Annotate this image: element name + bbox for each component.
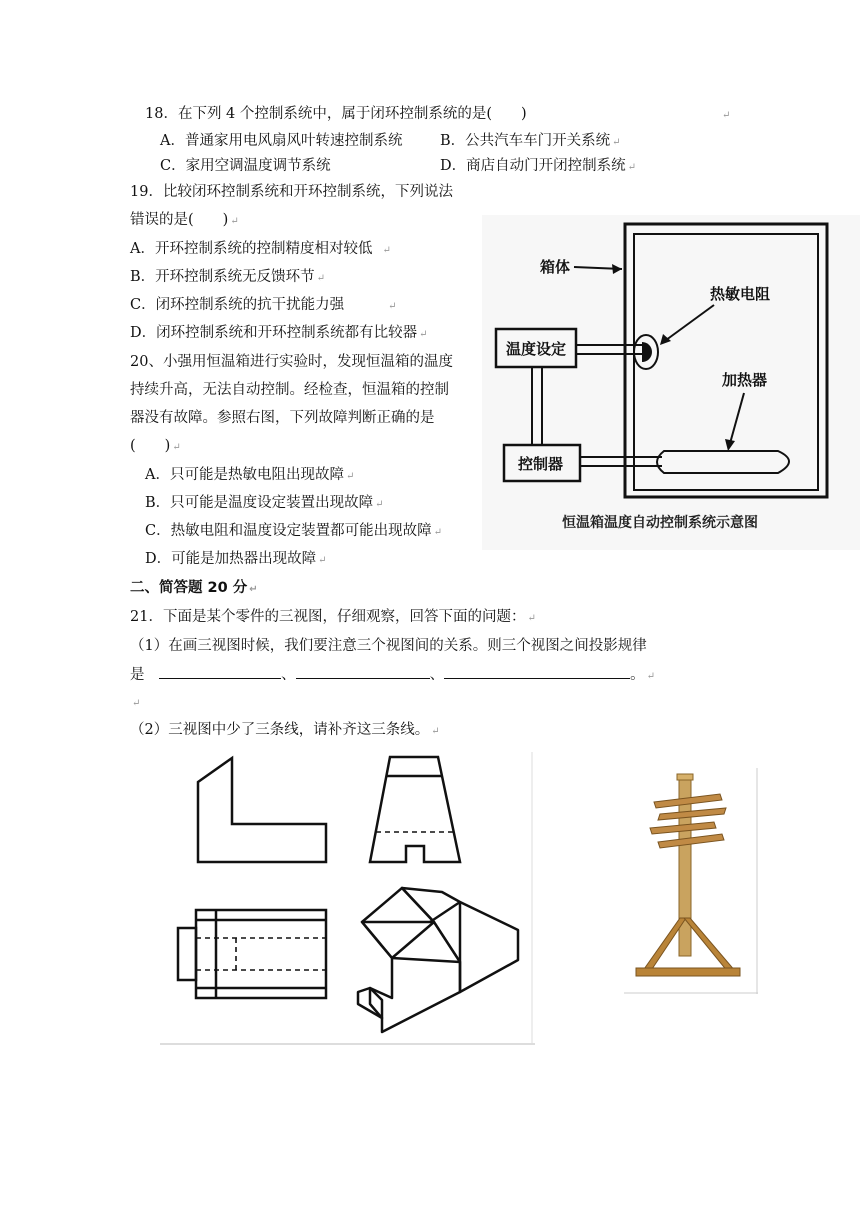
q20-option-b: B．只可能是温度设定装置出现故障 ↵: [145, 495, 384, 511]
q19-option-a: A．开环控制系统的控制精度相对较低 ↵: [130, 241, 391, 257]
answer-blank-1[interactable]: [159, 664, 281, 679]
diagram-caption: 恒温箱温度自动控制系统示意图: [562, 515, 758, 531]
answer-blank-2[interactable]: [296, 664, 430, 679]
q19-option-c: C．闭环控制系统的抗干扰能力强 ↵: [130, 297, 397, 313]
q18-option-b: B．公共汽车车门开关系统 ↵: [440, 133, 621, 149]
paragraph-mark: ↵: [132, 698, 141, 709]
q18-option-d: D．商店自动门开闭控制系统 ↵: [440, 158, 637, 174]
thermostat-diagram: [482, 215, 860, 550]
three-view-figure: [160, 752, 535, 1046]
q19-stem-line2: 错误的是( ) ↵: [130, 212, 239, 228]
q20-option-c: C．热敏电阻和温度设定装置都可能出现故障 ↵: [145, 523, 442, 539]
wooden-rack-photo: [624, 768, 758, 994]
answer-blank-3[interactable]: [444, 664, 630, 679]
q20-stem-line2: 持续升高，无法自动控制。经检查，恒温箱的控制: [130, 382, 449, 398]
q19-stem-line1: 19．比较闭环控制系统和开环控制系统，下列说法: [130, 184, 453, 200]
q18-option-a: A．普通家用电风扇风叶转速控制系统: [160, 133, 403, 149]
q19-option-d: D．闭环控制系统和开环控制系统都有比较器 ↵: [130, 325, 428, 341]
q20-option-d: D．可能是加热器出现故障 ↵: [145, 551, 327, 567]
paragraph-mark: ↵: [722, 110, 731, 121]
q20-stem-line4: ( ) ↵: [130, 438, 181, 454]
q21-part1-line2: 是 、 、 。 ↵: [130, 664, 655, 687]
q18-stem: 18．在下列 4 个控制系统中，属于闭环控制系统的是( ): [145, 106, 527, 122]
q20-option-a: A．只可能是热敏电阻出现故障 ↵: [145, 467, 355, 483]
q20-stem-line3: 器没有故障。参照右图，下列故障判断正确的是: [130, 410, 435, 426]
q18-option-c: C．家用空调温度调节系统: [160, 158, 331, 174]
q19-option-b: B．开环控制系统无反馈环节 ↵: [130, 269, 326, 285]
box-label: 箱体: [540, 258, 571, 276]
heater-label: 加热器: [722, 371, 768, 389]
thermistor-label: 热敏电阻: [710, 285, 771, 303]
q21-part1-line1: （1）在画三视图时候，我们要注意三个视图间的关系。则三个视图之间投影规律: [130, 638, 647, 654]
q21-stem: 21．下面是某个零件的三视图，仔细观察，回答下面的问题： ↵: [130, 609, 536, 625]
controller-label: 控制器: [518, 455, 564, 473]
q21-part2: （2）三视图中少了三条线，请补齐这三条线。 ↵: [130, 722, 440, 738]
q20-stem-line1: 20、小强用恒温箱进行实验时，发现恒温箱的温度: [130, 354, 453, 370]
section-heading: 二、简答题 20 分 ↵: [130, 580, 258, 596]
setting-label: 温度设定: [506, 340, 567, 358]
